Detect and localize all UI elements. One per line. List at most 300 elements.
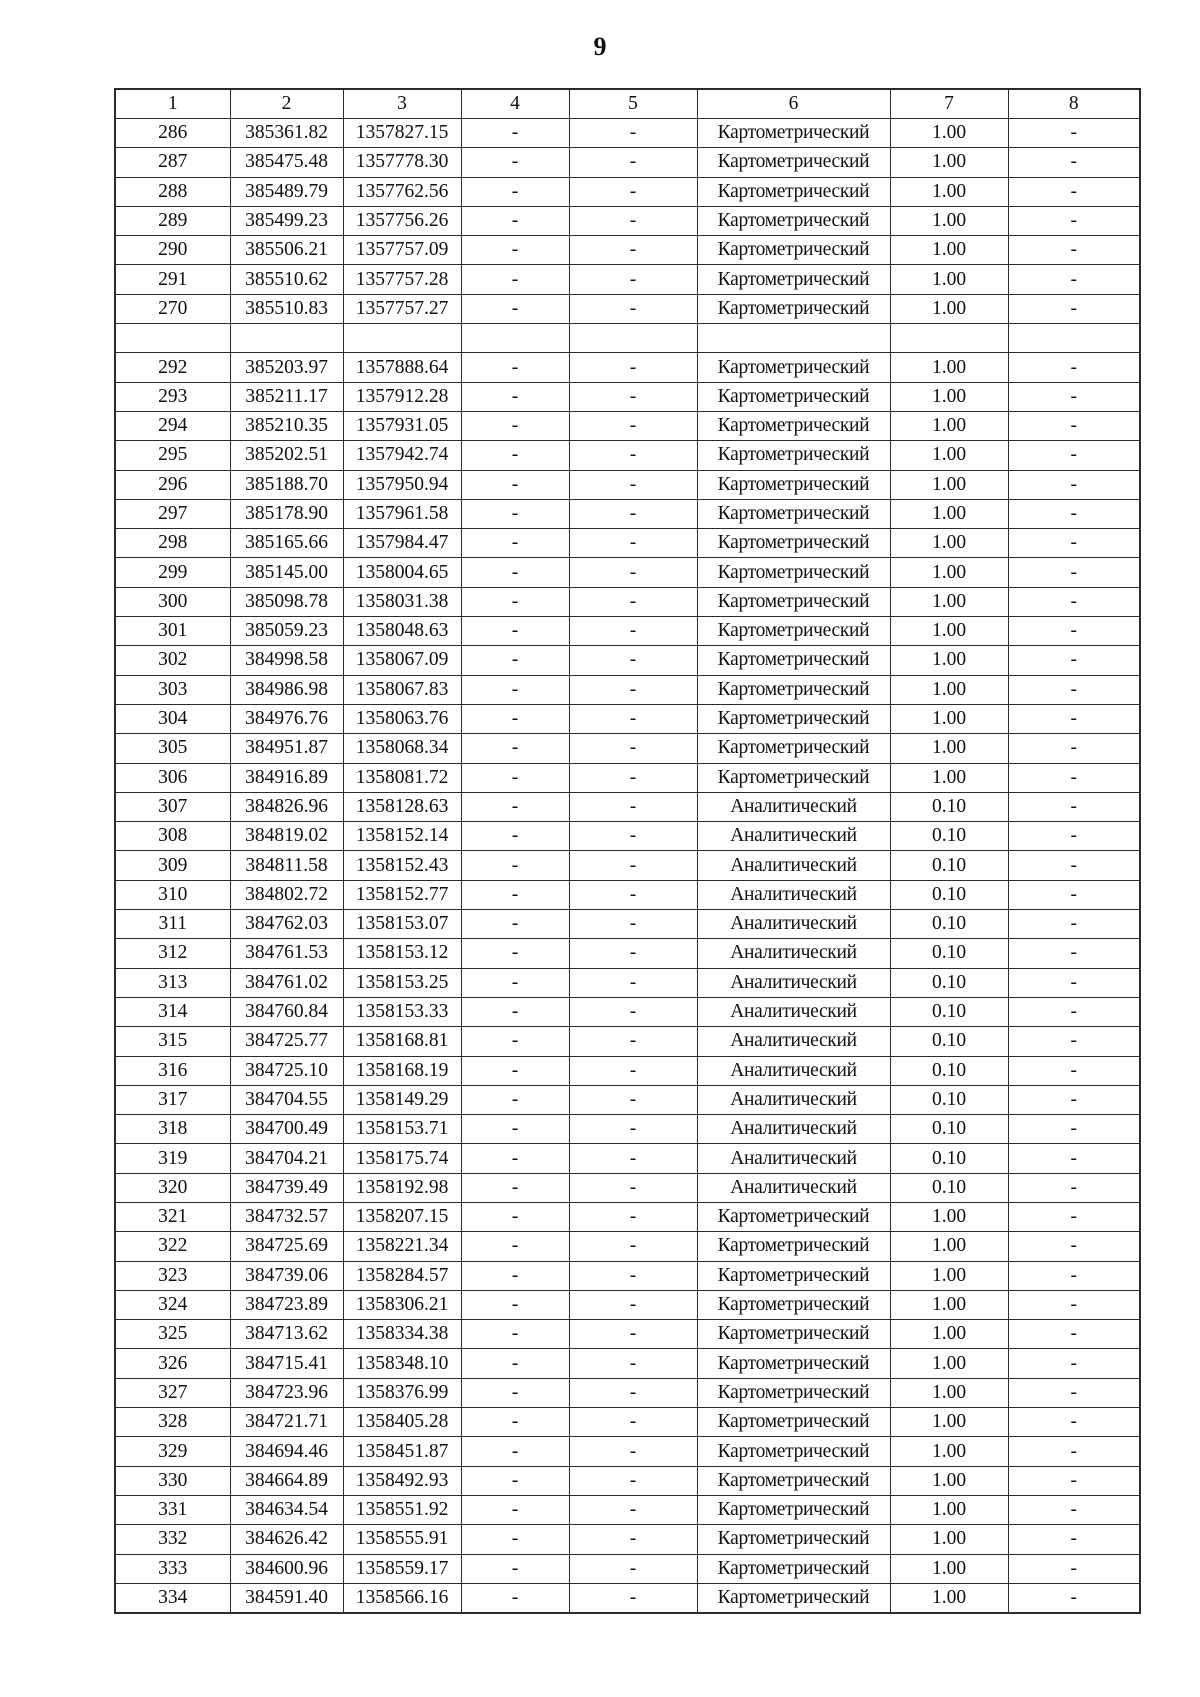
col8-cell: -: [1008, 1466, 1140, 1495]
col8-cell: -: [1008, 411, 1140, 440]
point-number-cell: 328: [115, 1408, 230, 1437]
table-row: [115, 617, 1140, 646]
col8-cell: -: [1008, 382, 1140, 411]
accuracy-cell: 1.00: [890, 1349, 1008, 1378]
table-row: [115, 1027, 1140, 1056]
col5-cell: -: [569, 997, 697, 1026]
method-cell: [697, 324, 890, 353]
table-row: [115, 1525, 1140, 1554]
x-coordinate-cell: 384725.10: [230, 1056, 343, 1085]
accuracy-cell: 1.00: [890, 236, 1008, 265]
table-body: [115, 119, 1140, 1614]
y-coordinate-cell: 1358168.81: [343, 1027, 461, 1056]
col4-cell: -: [461, 587, 569, 616]
x-coordinate-cell: 385178.90: [230, 499, 343, 528]
point-number-cell: 318: [115, 1115, 230, 1144]
col8-cell: -: [1008, 675, 1140, 704]
point-number-cell: 298: [115, 529, 230, 558]
x-coordinate-cell: 384916.89: [230, 763, 343, 792]
x-coordinate-cell: 384739.06: [230, 1261, 343, 1290]
col8-cell: -: [1008, 1554, 1140, 1583]
y-coordinate-cell: 1358451.87: [343, 1437, 461, 1466]
x-coordinate-cell: 385210.35: [230, 411, 343, 440]
point-number-cell: 320: [115, 1173, 230, 1202]
col5-cell: -: [569, 353, 697, 382]
method-cell: Аналитический: [697, 910, 890, 939]
method-cell: Аналитический: [697, 851, 890, 880]
col8-cell: -: [1008, 441, 1140, 470]
col5-cell: -: [569, 1349, 697, 1378]
col4-cell: -: [461, 411, 569, 440]
col4-cell: -: [461, 148, 569, 177]
col8-cell: -: [1008, 763, 1140, 792]
method-cell: Картометрический: [697, 353, 890, 382]
method-cell: Картометрический: [697, 529, 890, 558]
column-header: 6: [697, 89, 890, 119]
col5-cell: -: [569, 792, 697, 821]
col5-cell: -: [569, 558, 697, 587]
point-number-cell: 314: [115, 997, 230, 1026]
point-number-cell: 316: [115, 1056, 230, 1085]
method-cell: Аналитический: [697, 1085, 890, 1114]
col8-cell: -: [1008, 1525, 1140, 1554]
accuracy-cell: 1.00: [890, 148, 1008, 177]
col4-cell: -: [461, 470, 569, 499]
accuracy-cell: 1.00: [890, 1378, 1008, 1407]
col8-cell: -: [1008, 119, 1140, 148]
point-number-cell: 289: [115, 206, 230, 235]
col8-cell: -: [1008, 880, 1140, 909]
col5-cell: -: [569, 1378, 697, 1407]
method-cell: Картометрический: [697, 1495, 890, 1524]
column-header: 1: [115, 89, 230, 119]
col8-cell: -: [1008, 1261, 1140, 1290]
x-coordinate-cell: 385506.21: [230, 236, 343, 265]
point-number-cell: 287: [115, 148, 230, 177]
accuracy-cell: 0.10: [890, 1085, 1008, 1114]
col8-cell: -: [1008, 646, 1140, 675]
col4-cell: -: [461, 1408, 569, 1437]
point-number-cell: 334: [115, 1583, 230, 1613]
accuracy-cell: 1.00: [890, 1495, 1008, 1524]
table-row: [115, 411, 1140, 440]
method-cell: Аналитический: [697, 939, 890, 968]
y-coordinate-cell: 1358067.83: [343, 675, 461, 704]
accuracy-cell: 1.00: [890, 1583, 1008, 1613]
column-header: 2: [230, 89, 343, 119]
col4-cell: -: [461, 997, 569, 1026]
x-coordinate-cell: 384811.58: [230, 851, 343, 880]
col4-cell: -: [461, 1261, 569, 1290]
point-number-cell: 286: [115, 119, 230, 148]
col8-cell: -: [1008, 1437, 1140, 1466]
col8-cell: -: [1008, 1115, 1140, 1144]
method-cell: Картометрический: [697, 704, 890, 733]
col5-cell: -: [569, 880, 697, 909]
col5-cell: -: [569, 851, 697, 880]
method-cell: Аналитический: [697, 1056, 890, 1085]
x-coordinate-cell: 384704.55: [230, 1085, 343, 1114]
table-row: [115, 294, 1140, 323]
accuracy-cell: 1.00: [890, 1466, 1008, 1495]
col4-cell: [461, 324, 569, 353]
point-number-cell: [115, 324, 230, 353]
col8-cell: -: [1008, 617, 1140, 646]
col8-cell: -: [1008, 529, 1140, 558]
y-coordinate-cell: 1358492.93: [343, 1466, 461, 1495]
method-cell: Картометрический: [697, 265, 890, 294]
method-cell: Картометрический: [697, 646, 890, 675]
col5-cell: -: [569, 1232, 697, 1261]
col5-cell: -: [569, 910, 697, 939]
table-row: [115, 939, 1140, 968]
y-coordinate-cell: 1357984.47: [343, 529, 461, 558]
table-row: [115, 324, 1140, 353]
col8-cell: -: [1008, 558, 1140, 587]
x-coordinate-cell: 384591.40: [230, 1583, 343, 1613]
col5-cell: -: [569, 822, 697, 851]
page-number: 9: [593, 32, 607, 61]
col5-cell: -: [569, 177, 697, 206]
x-coordinate-cell: 384634.54: [230, 1495, 343, 1524]
col5-cell: -: [569, 1056, 697, 1085]
y-coordinate-cell: 1358152.77: [343, 880, 461, 909]
point-number-cell: 305: [115, 734, 230, 763]
col4-cell: -: [461, 353, 569, 382]
accuracy-cell: 1.00: [890, 1202, 1008, 1231]
table-row: [115, 734, 1140, 763]
col4-cell: -: [461, 646, 569, 675]
table-row: [115, 206, 1140, 235]
col4-cell: -: [461, 1290, 569, 1319]
accuracy-cell: 1.00: [890, 587, 1008, 616]
y-coordinate-cell: [343, 324, 461, 353]
accuracy-cell: 1.00: [890, 382, 1008, 411]
col4-cell: -: [461, 880, 569, 909]
col5-cell: -: [569, 294, 697, 323]
col4-cell: -: [461, 1554, 569, 1583]
col5-cell: -: [569, 206, 697, 235]
x-coordinate-cell: 385165.66: [230, 529, 343, 558]
col8-cell: -: [1008, 1290, 1140, 1319]
col5-cell: -: [569, 646, 697, 675]
x-coordinate-cell: 384732.57: [230, 1202, 343, 1231]
col8-cell: -: [1008, 822, 1140, 851]
x-coordinate-cell: 384760.84: [230, 997, 343, 1026]
col5-cell: -: [569, 148, 697, 177]
accuracy-cell: 1.00: [890, 529, 1008, 558]
point-number-cell: 295: [115, 441, 230, 470]
y-coordinate-cell: 1357912.28: [343, 382, 461, 411]
y-coordinate-cell: 1357756.26: [343, 206, 461, 235]
col4-cell: -: [461, 1495, 569, 1524]
method-cell: Картометрический: [697, 294, 890, 323]
accuracy-cell: 1.00: [890, 177, 1008, 206]
method-cell: Картометрический: [697, 617, 890, 646]
method-cell: Аналитический: [697, 1115, 890, 1144]
table-row: [115, 1115, 1140, 1144]
col5-cell: -: [569, 441, 697, 470]
col8-cell: -: [1008, 1320, 1140, 1349]
col8-cell: -: [1008, 587, 1140, 616]
y-coordinate-cell: 1358067.09: [343, 646, 461, 675]
accuracy-cell: 0.10: [890, 1056, 1008, 1085]
x-coordinate-cell: 385203.97: [230, 353, 343, 382]
point-number-cell: 304: [115, 704, 230, 733]
x-coordinate-cell: 384802.72: [230, 880, 343, 909]
accuracy-cell: 1.00: [890, 734, 1008, 763]
accuracy-cell: 0.10: [890, 1115, 1008, 1144]
col5-cell: -: [569, 470, 697, 499]
y-coordinate-cell: 1358153.25: [343, 968, 461, 997]
y-coordinate-cell: 1357942.74: [343, 441, 461, 470]
column-header: 3: [343, 89, 461, 119]
accuracy-cell: 1.00: [890, 1408, 1008, 1437]
table-row: [115, 822, 1140, 851]
x-coordinate-cell: 384713.62: [230, 1320, 343, 1349]
method-cell: Картометрический: [697, 119, 890, 148]
method-cell: Картометрический: [697, 236, 890, 265]
method-cell: Аналитический: [697, 1027, 890, 1056]
point-number-cell: 296: [115, 470, 230, 499]
method-cell: Картометрический: [697, 1261, 890, 1290]
y-coordinate-cell: 1358192.98: [343, 1173, 461, 1202]
x-coordinate-cell: 384723.96: [230, 1378, 343, 1407]
col8-cell: -: [1008, 939, 1140, 968]
method-cell: Картометрический: [697, 411, 890, 440]
x-coordinate-cell: [230, 324, 343, 353]
col5-cell: -: [569, 1027, 697, 1056]
column-header: 4: [461, 89, 569, 119]
point-number-cell: 313: [115, 968, 230, 997]
accuracy-cell: [890, 324, 1008, 353]
x-coordinate-cell: 385475.48: [230, 148, 343, 177]
col8-cell: -: [1008, 910, 1140, 939]
table-row: [115, 1085, 1140, 1114]
table-row: [115, 1173, 1140, 1202]
col8-cell: -: [1008, 294, 1140, 323]
col8-cell: -: [1008, 499, 1140, 528]
y-coordinate-cell: 1357931.05: [343, 411, 461, 440]
col5-cell: -: [569, 763, 697, 792]
accuracy-cell: 0.10: [890, 792, 1008, 821]
accuracy-cell: 1.00: [890, 1261, 1008, 1290]
x-coordinate-cell: 384725.69: [230, 1232, 343, 1261]
col5-cell: -: [569, 939, 697, 968]
accuracy-cell: 1.00: [890, 1525, 1008, 1554]
col4-cell: -: [461, 206, 569, 235]
accuracy-cell: 1.00: [890, 646, 1008, 675]
method-cell: Аналитический: [697, 792, 890, 821]
x-coordinate-cell: 384664.89: [230, 1466, 343, 1495]
table-row: [115, 236, 1140, 265]
point-number-cell: 315: [115, 1027, 230, 1056]
point-number-cell: 270: [115, 294, 230, 323]
point-number-cell: 323: [115, 1261, 230, 1290]
table-row: [115, 910, 1140, 939]
col5-cell: -: [569, 1437, 697, 1466]
col8-cell: -: [1008, 734, 1140, 763]
y-coordinate-cell: 1358566.16: [343, 1583, 461, 1613]
accuracy-cell: 0.10: [890, 910, 1008, 939]
col5-cell: -: [569, 1525, 697, 1554]
col8-cell: -: [1008, 206, 1140, 235]
table-row: [115, 1056, 1140, 1085]
col8-cell: -: [1008, 1378, 1140, 1407]
x-coordinate-cell: 384976.76: [230, 704, 343, 733]
col8-cell: -: [1008, 968, 1140, 997]
table-row: [115, 1466, 1140, 1495]
x-coordinate-cell: 385145.00: [230, 558, 343, 587]
table-row: [115, 1495, 1140, 1524]
col5-cell: -: [569, 617, 697, 646]
table-row: [115, 1378, 1140, 1407]
point-number-cell: 317: [115, 1085, 230, 1114]
table-row: [115, 1408, 1140, 1437]
point-number-cell: 301: [115, 617, 230, 646]
point-number-cell: 294: [115, 411, 230, 440]
point-number-cell: 306: [115, 763, 230, 792]
col5-cell: -: [569, 968, 697, 997]
y-coordinate-cell: 1357762.56: [343, 177, 461, 206]
col4-cell: -: [461, 1437, 569, 1466]
point-number-cell: 329: [115, 1437, 230, 1466]
col8-cell: -: [1008, 1202, 1140, 1231]
col8-cell: -: [1008, 1583, 1140, 1613]
col4-cell: -: [461, 704, 569, 733]
method-cell: Картометрический: [697, 1378, 890, 1407]
table-row: [115, 851, 1140, 880]
col5-cell: -: [569, 529, 697, 558]
col5-cell: -: [569, 1085, 697, 1114]
method-cell: Картометрический: [697, 206, 890, 235]
col8-cell: -: [1008, 1173, 1140, 1202]
point-number-cell: 312: [115, 939, 230, 968]
y-coordinate-cell: 1358153.07: [343, 910, 461, 939]
method-cell: Картометрический: [697, 558, 890, 587]
y-coordinate-cell: 1358004.65: [343, 558, 461, 587]
col4-cell: -: [461, 792, 569, 821]
y-coordinate-cell: 1358128.63: [343, 792, 461, 821]
y-coordinate-cell: 1357757.27: [343, 294, 461, 323]
col5-cell: -: [569, 1408, 697, 1437]
method-cell: Картометрический: [697, 675, 890, 704]
y-coordinate-cell: 1358063.76: [343, 704, 461, 733]
col4-cell: -: [461, 441, 569, 470]
x-coordinate-cell: 384723.89: [230, 1290, 343, 1319]
method-cell: Картометрический: [697, 1232, 890, 1261]
y-coordinate-cell: 1358048.63: [343, 617, 461, 646]
col4-cell: -: [461, 851, 569, 880]
accuracy-cell: 1.00: [890, 617, 1008, 646]
x-coordinate-cell: 384600.96: [230, 1554, 343, 1583]
x-coordinate-cell: 385098.78: [230, 587, 343, 616]
accuracy-cell: 0.10: [890, 822, 1008, 851]
y-coordinate-cell: 1357778.30: [343, 148, 461, 177]
accuracy-cell: 0.10: [890, 1173, 1008, 1202]
y-coordinate-cell: 1358152.43: [343, 851, 461, 880]
col4-cell: -: [461, 1466, 569, 1495]
y-coordinate-cell: 1358153.71: [343, 1115, 461, 1144]
accuracy-cell: 1.00: [890, 470, 1008, 499]
x-coordinate-cell: 385510.62: [230, 265, 343, 294]
point-number-cell: 291: [115, 265, 230, 294]
table-row: [115, 1261, 1140, 1290]
method-cell: Аналитический: [697, 1173, 890, 1202]
col4-cell: -: [461, 763, 569, 792]
col5-cell: -: [569, 1202, 697, 1231]
col8-cell: -: [1008, 470, 1140, 499]
x-coordinate-cell: 384739.49: [230, 1173, 343, 1202]
col5-cell: -: [569, 1583, 697, 1613]
y-coordinate-cell: 1358168.19: [343, 1056, 461, 1085]
y-coordinate-cell: 1357757.09: [343, 236, 461, 265]
point-number-cell: 333: [115, 1554, 230, 1583]
table-row: [115, 997, 1140, 1026]
col8-cell: -: [1008, 1349, 1140, 1378]
accuracy-cell: 1.00: [890, 294, 1008, 323]
method-cell: Картометрический: [697, 1583, 890, 1613]
col4-cell: -: [461, 968, 569, 997]
col8-cell: -: [1008, 1495, 1140, 1524]
col8-cell: -: [1008, 1232, 1140, 1261]
point-number-cell: 322: [115, 1232, 230, 1261]
table-row: [115, 1290, 1140, 1319]
y-coordinate-cell: 1358207.15: [343, 1202, 461, 1231]
point-number-cell: 330: [115, 1466, 230, 1495]
accuracy-cell: 0.10: [890, 851, 1008, 880]
col4-cell: -: [461, 119, 569, 148]
y-coordinate-cell: 1358559.17: [343, 1554, 461, 1583]
accuracy-cell: 1.00: [890, 558, 1008, 587]
method-cell: Аналитический: [697, 880, 890, 909]
accuracy-cell: 1.00: [890, 441, 1008, 470]
col4-cell: -: [461, 177, 569, 206]
table-row: [115, 119, 1140, 148]
x-coordinate-cell: 385202.51: [230, 441, 343, 470]
accuracy-cell: 1.00: [890, 704, 1008, 733]
method-cell: Картометрический: [697, 441, 890, 470]
col8-cell: -: [1008, 265, 1140, 294]
col5-cell: -: [569, 587, 697, 616]
col5-cell: -: [569, 734, 697, 763]
point-number-cell: 293: [115, 382, 230, 411]
table-row: [115, 1437, 1140, 1466]
col8-cell: -: [1008, 792, 1140, 821]
col5-cell: -: [569, 499, 697, 528]
x-coordinate-cell: 385489.79: [230, 177, 343, 206]
method-cell: Картометрический: [697, 734, 890, 763]
x-coordinate-cell: 384694.46: [230, 1437, 343, 1466]
x-coordinate-cell: 384700.49: [230, 1115, 343, 1144]
col8-cell: -: [1008, 1085, 1140, 1114]
y-coordinate-cell: 1358348.10: [343, 1349, 461, 1378]
x-coordinate-cell: 384951.87: [230, 734, 343, 763]
accuracy-cell: 1.00: [890, 1232, 1008, 1261]
col4-cell: -: [461, 1232, 569, 1261]
col4-cell: -: [461, 499, 569, 528]
x-coordinate-cell: 385510.83: [230, 294, 343, 323]
method-cell: Картометрический: [697, 1437, 890, 1466]
col4-cell: -: [461, 1202, 569, 1231]
col8-cell: [1008, 324, 1140, 353]
x-coordinate-cell: 384721.71: [230, 1408, 343, 1437]
coordinates-table: [114, 88, 1141, 1614]
col8-cell: -: [1008, 177, 1140, 206]
col4-cell: -: [461, 558, 569, 587]
y-coordinate-cell: 1358376.99: [343, 1378, 461, 1407]
y-coordinate-cell: 1358081.72: [343, 763, 461, 792]
